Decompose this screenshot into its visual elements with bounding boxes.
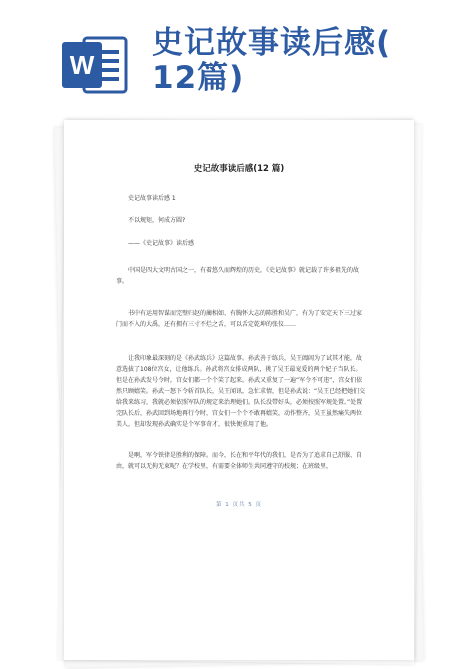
- document-source: ——《史记故事》读后感: [128, 240, 195, 247]
- paragraph-1: 中国是四大文明古国之一，有着悠久而辉煌的历史，《史记故事》就记载了许多祖先的故事。: [116, 267, 360, 285]
- banner: [0, 0, 474, 120]
- page-title-line-1: 史记故事读后感(: [152, 25, 392, 61]
- document-subtitle: 史记故事读后感 1: [128, 195, 176, 202]
- page-title: [152, 26, 462, 96]
- document-title: 史记故事读后感(12 篇): [193, 164, 285, 174]
- paragraph-2: 书中有运用智谋而完璧归赵的蔺相如、有胸怀大志的陈胜和吴广，有为了安定天下三过家门而不入的大禹，还有拥有三寸不烂之舌，可以舌定乾坤的张仪……: [116, 310, 363, 328]
- paragraph-4: 是啊，军令铁律是胜利的保障。而今，长在和平年代的我们，是否为了追求自己舒服、自由，就可以无拘无束呢？在学校里，有需要全体师生共同遵守的校规；在班级里，: [116, 452, 363, 470]
- paragraph-3: 让我印象最深刻的是《孙武练兵》这篇故事。孙武善于练兵，吴王阖闾为了试其才能，故意选拔了108位宫女，让他练兵。孙武将宫女排成两队，挑了吴王最宠爱的两个妃子当队长。但是在孙武发号令时，宫女们都一个个笑了起来。孙武又重复了一遍“军令不可违”，宫女们依然只顾嬉笑。孙武一怒下令斩首队长，吴王闻讯，急忙求情，但是孙武说：“吴王已经把她们交给我来练习，我就必须依照军队的规定来治理她们。队长没带好头，必须按照军规处置。”处置完队长后，孙武回到场地再行令时，宫女们一个个不敢再嬉笑，动作整齐，吴王虽然痛失两位美人，但却发现孙武确实是个军事奇才，很快便重用了他。: [116, 355, 366, 428]
- page-number: 第 1 页共 5 页: [216, 502, 262, 508]
- svg-text:W: W: [69, 50, 95, 80]
- page-title-line-2: 12篇): [152, 60, 245, 96]
- word-icon: [62, 34, 128, 96]
- document-page: [64, 120, 414, 660]
- document-question: 不以规矩，何成方圆?: [128, 217, 186, 224]
